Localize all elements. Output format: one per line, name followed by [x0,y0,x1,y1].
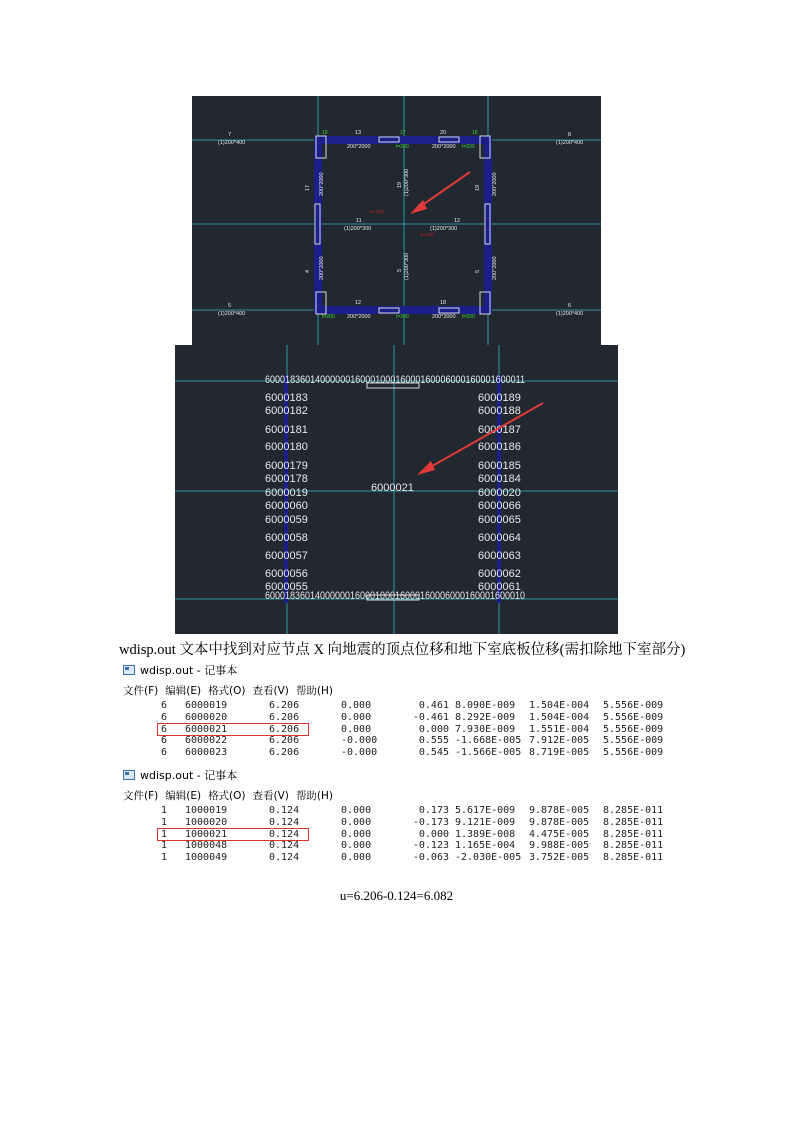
plan-drawing [192,96,601,345]
text-cell: 1.504E-004 [529,711,590,723]
text-cell: 8.285E-011 [603,816,664,828]
text-cell: 8.285E-011 [603,828,664,840]
text-cell: 8.292E-009 [455,711,516,723]
text-cell: 1000020 [185,816,228,828]
svg-text:(1)200*300: (1)200*300 [344,226,372,232]
text-cell: -0.000 [341,747,378,759]
menu-edit[interactable]: 编辑(E) [165,684,202,697]
text-area[interactable] [119,805,672,864]
svg-text:20: 20 [440,130,447,136]
text-cell: 6.206 [269,723,300,735]
node-label: 6000065 [478,514,521,526]
node-label: 6000189 [478,392,521,404]
svg-text:11: 11 [356,218,362,224]
text-cell: 5.556E-009 [603,747,664,759]
text-cell: 6000021 [185,723,228,735]
svg-text:t=200: t=200 [396,314,409,320]
text-cell: 6000023 [185,747,228,759]
text-cell: 4.475E-005 [529,828,590,840]
node-label: 6000058 [265,532,308,544]
node-label: 6000183 [265,392,308,404]
text-cell: 5.617E-009 [455,805,516,816]
svg-text:(1)200*300: (1)200*300 [430,226,458,232]
text-cell: 0.000 [341,700,372,711]
red-arrow-icon [410,172,470,214]
text-cell: 1 [161,840,168,852]
text-cell: -0.461 [412,711,449,723]
text-cell: 6000022 [185,735,228,747]
text-cell: 1.504E-004 [529,700,590,711]
node-label: 6000180 [265,441,308,453]
node-label: 6000181 [265,424,308,436]
menu-file[interactable]: 文件(F) [123,789,159,802]
text-cell: 6000019 [185,700,228,711]
svg-text:18: 18 [472,130,478,136]
text-cell: 0.000 [341,816,372,828]
node-label: 6000178 [265,473,308,485]
node-label: 6000062 [478,568,521,580]
svg-text:13: 13 [355,130,362,136]
text-cell: 1.165E-004 [455,840,516,852]
text-line [119,747,672,759]
text-cell: 0.124 [269,805,300,816]
formula-text: u=6.206-0.124=6.082 [339,888,454,903]
text-cell: 6000020 [185,711,228,723]
text-cell: 0.000 [341,828,372,840]
notepad-titlebar [119,765,672,785]
node-label: 6000056 [265,568,308,580]
node-label: 6000057 [265,550,308,562]
node-label: 6000066 [478,500,521,512]
node-label: 6000185 [478,460,521,472]
text-cell: -1.668E-005 [455,735,522,747]
text-cell: 1000021 [185,828,228,840]
svg-text:200*2000: 200*2000 [492,256,498,280]
text-cell: 8.285E-011 [603,852,664,864]
text-cell: 0.000 [418,723,449,735]
text-line [119,735,672,747]
node-label: 6000184 [478,473,521,485]
menu-bar [119,785,672,805]
svg-text:19: 19 [322,130,328,136]
text-cell: 5.556E-009 [603,711,664,723]
text-cell: 7.930E-009 [455,723,516,735]
text-cell: 1 [161,828,168,840]
text-cell: 7.912E-005 [529,735,590,747]
text-cell: 6.206 [269,747,300,759]
svg-text:7: 7 [228,132,232,138]
text-area[interactable] [119,700,672,759]
text-cell: -0.173 [412,816,449,828]
node-label: 6000179 [265,460,308,472]
text-cell: 0.545 [418,747,449,759]
text-cell: 0.124 [269,816,300,828]
notepad-icon [123,665,135,675]
svg-text:(1)200*400: (1)200*400 [556,311,584,317]
svg-text:200*2000: 200*2000 [347,144,371,150]
svg-text:18: 18 [440,300,447,306]
text-cell: 1000019 [185,805,228,816]
node-label: 6000019 [265,487,308,499]
text-line [119,700,672,712]
svg-text:N=1(Z): N=1(Z) [420,232,435,237]
text-cell: 8.090E-009 [455,700,516,711]
text-cell: 0.124 [269,840,300,852]
svg-text:200*2000: 200*2000 [347,314,371,320]
menu-help[interactable]: 帮助(H) [295,789,334,802]
svg-text:200*2000: 200*2000 [319,256,325,280]
svg-text:600018360140000001600010001600: 6000183601400000016000100016000160006000160001600010 [265,590,525,602]
highlight-box [157,723,309,736]
text-cell: 5.556E-009 [603,723,664,735]
text-cell: 0.555 [418,735,449,747]
svg-text:600018360140000001600010001600: 6000183601400000016000100016000160006000160001600011 [265,374,525,386]
text-cell: 0.124 [269,828,300,840]
notepad-window-top [119,660,672,759]
node-label: 6000061 [478,581,521,593]
node-label: 6000055 [265,581,308,593]
text-cell: 6 [161,735,168,747]
text-cell: 1.389E-008 [455,828,516,840]
svg-text:(1)200*400: (1)200*400 [218,311,246,317]
text-cell: 0.461 [418,700,449,711]
text-cell: -1.566E-005 [455,747,522,759]
notepad-window-bottom [119,765,672,864]
node-label: 6000060 [265,500,308,512]
node-label: 6000188 [478,405,521,417]
text-cell: 0.000 [341,852,372,864]
menu-bar [119,680,672,700]
svg-text:17: 17 [400,130,406,136]
menu-view[interactable]: 查看(V) [252,789,289,802]
node-label: 6000182 [265,405,308,417]
menu-view[interactable]: 查看(V) [252,684,289,697]
svg-text:(1)200*300: (1)200*300 [404,252,410,280]
svg-text:t=200: t=200 [322,314,335,320]
node-label: 6000187 [478,424,521,436]
node-label: 6000064 [478,532,521,544]
svg-text:5: 5 [475,269,481,273]
window-title: wdisp.out - 记事本 [140,664,238,677]
text-cell: 1 [161,852,168,864]
notepad-icon [123,770,135,780]
text-cell: 9.121E-009 [455,816,516,828]
text-cell: -0.123 [412,840,449,852]
svg-text:19: 19 [397,181,403,188]
svg-text:17: 17 [305,184,311,191]
text-cell: 8.285E-011 [603,805,664,816]
text-cell: -0.000 [341,735,378,747]
svg-text:6: 6 [568,303,572,309]
text-cell: 0.124 [269,852,300,864]
notepad-titlebar [119,660,672,680]
text-cell: 6.206 [269,735,300,747]
svg-text:N=1(Z): N=1(Z) [370,209,385,214]
text-cell: 9.878E-005 [529,805,590,816]
text-cell: 0.000 [418,828,449,840]
svg-text:200*2000: 200*2000 [432,144,456,150]
text-cell: 1.551E-004 [529,723,590,735]
node-label: 6000020 [478,487,521,499]
menu-edit[interactable]: 编辑(E) [165,789,202,802]
node-drawing [175,345,618,634]
text-cell: 1000049 [185,852,228,864]
svg-text:(1)200*300: (1)200*300 [404,168,410,196]
menu-file[interactable]: 文件(F) [123,684,159,697]
text-cell: 9.988E-005 [529,840,590,852]
text-cell: 8.285E-011 [603,840,664,852]
text-cell: 6 [161,747,168,759]
svg-text:(1)200*400: (1)200*400 [556,140,584,146]
menu-format[interactable]: 格式(O) [208,789,246,802]
node-label: 6000186 [478,441,521,453]
text-cell: -0.063 [412,852,449,864]
text-line [119,852,672,864]
text-line [119,840,672,852]
svg-text:5: 5 [397,268,403,272]
node-number-view [175,345,618,634]
text-cell: 8.719E-005 [529,747,590,759]
text-cell: 0.000 [341,840,372,852]
text-cell: 9.878E-005 [529,816,590,828]
text-cell: 1000048 [185,840,228,852]
text-cell: -2.030E-005 [455,852,522,864]
text-cell: 6.206 [269,700,300,711]
svg-text:(1)200*400: (1)200*400 [218,140,246,146]
svg-text:12: 12 [355,300,362,306]
text-cell: 0.173 [418,805,449,816]
text-cell: 6 [161,723,168,735]
text-cell: 5.556E-009 [603,700,664,711]
caption-text: wdisp.out 文本中找到对应节点 X 向地震的顶点位移和地下室底板位移(需扣除地下室部分) [119,642,686,658]
highlight-box [157,828,309,841]
text-cell: 5.556E-009 [603,735,664,747]
node-label: 6000063 [478,550,521,562]
menu-format[interactable]: 格式(O) [208,684,246,697]
svg-text:6000021: 6000021 [371,482,414,494]
svg-text:12: 12 [454,218,461,224]
text-cell: 1 [161,805,168,816]
svg-text:t=200: t=200 [396,144,409,150]
menu-help[interactable]: 帮助(H) [295,684,334,697]
structural-plan-view [192,96,601,345]
text-cell: 3.752E-005 [529,852,590,864]
text-cell: 0.000 [341,805,372,816]
svg-text:200*2000: 200*2000 [319,172,325,196]
svg-text:4: 4 [305,269,311,273]
svg-text:5: 5 [228,303,232,309]
svg-text:200*2000: 200*2000 [492,172,498,196]
svg-text:200*2000: 200*2000 [432,314,456,320]
svg-text:t=200: t=200 [462,144,475,150]
text-cell: 0.000 [341,723,372,735]
window-title: wdisp.out - 记事本 [140,769,238,782]
text-cell: 0.000 [341,711,372,723]
text-line [119,805,672,817]
svg-text:19: 19 [475,184,481,191]
svg-text:t=200: t=200 [462,314,475,320]
text-cell: 1 [161,816,168,828]
text-cell: 6.206 [269,711,300,723]
text-cell: 6 [161,700,168,711]
node-label: 6000059 [265,514,308,526]
text-cell: 6 [161,711,168,723]
svg-text:8: 8 [568,132,572,138]
